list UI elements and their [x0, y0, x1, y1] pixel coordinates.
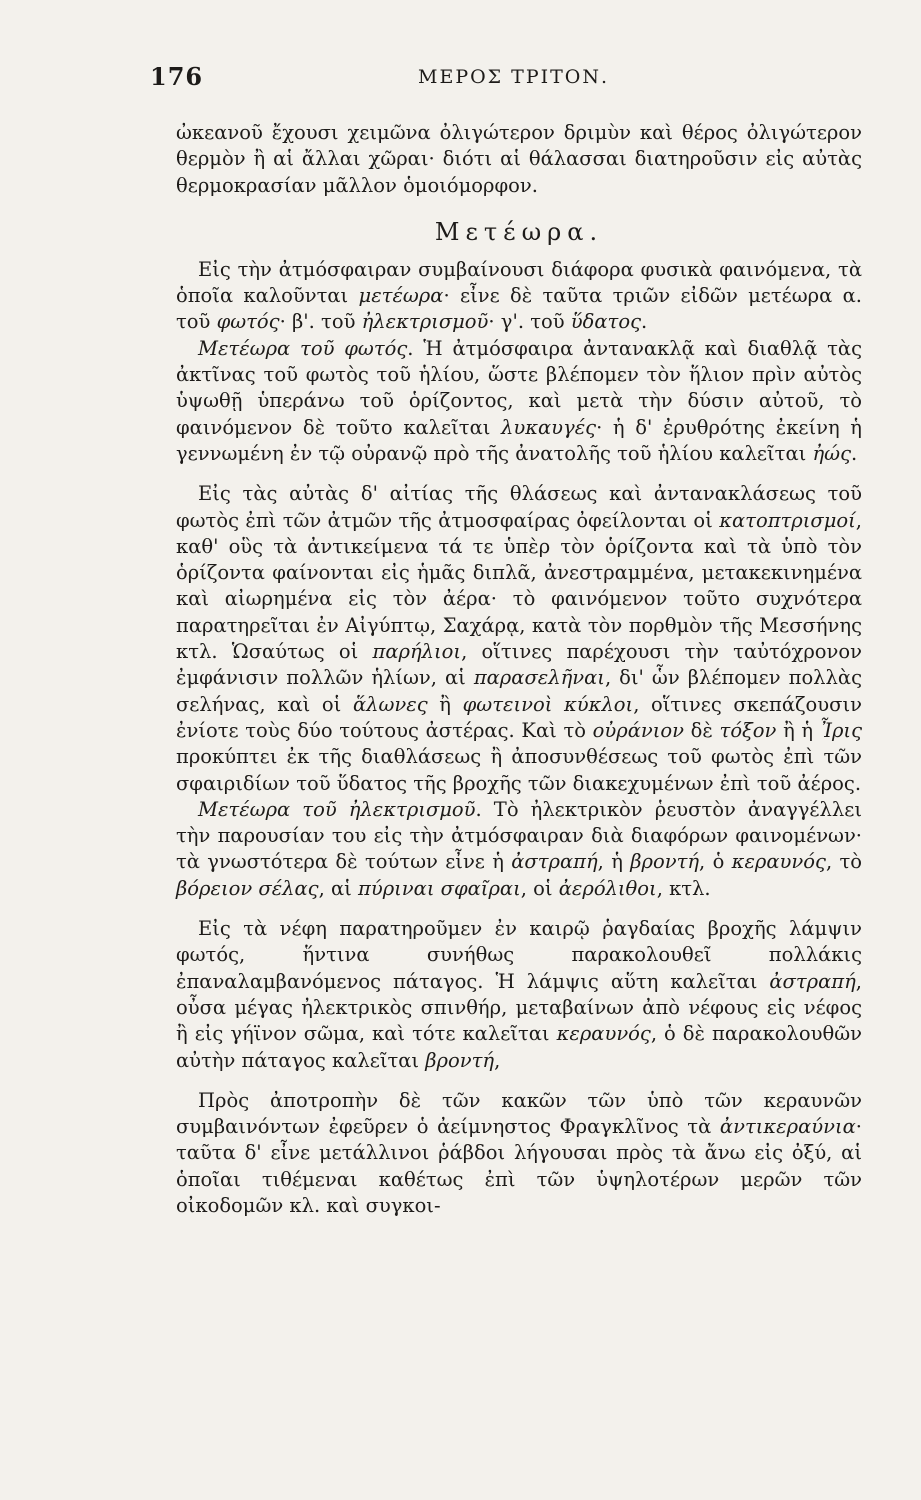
paragraph-ocean-climate: ὠκεανοῦ ἔχουσι χειμῶνα ὀλιγώτερον δριμὺν καὶ θέρος ὀλιγώτερον θερμὸν ἢ αἱ ἄλλαι χῶραι· διότι αἱ θάλασσαι διατηροῦσιν εἰς αὐτὰς θερμοκρασίαν μᾶλλον ὁμοιόμορφον.: [176, 121, 862, 197]
paragraph-light-meteora: Μετέωρα τοῦ φωτός. Ἡ ἀτμόσφαιρα ἀντανακλᾷ καὶ διαθλᾷ τὰς ἀκτῖνας τοῦ φωτὸς τοῦ ἡλίου, ὥστε βλέπομεν τὸν ἥλιον πρὶν αὐτὸς ὑψωθῇ ὑπεράνω τοῦ ὁρίζοντος, καὶ μετὰ τὴν δύσιν αὐτοῦ, τὸ φαινόμενον δὲ τοῦτο καλεῖται λυκαυγές· ἡ δ' ἐρυθρότης ἐκείνη ἡ γεννωμένη ἐν τῷ οὐρανῷ πρὸ τῆς ἀνατολῆς τοῦ ἡλίου καλεῖται ἠώς.: [176, 336, 862, 465]
page-header: [150, 62, 870, 96]
paragraph-mirages: Εἰς τὰς αὐτὰς δ' αἰτίας τῆς θλάσεως καὶ ἀντανακλάσεως τοῦ φωτὸς ἐπὶ τῶν ἀτμῶν τῆς ἀτμοσφαίρας ὀφείλονται οἱ κατοπτρισμοί, καθ' οὓς τὰ ἀντικείμενα τά τε ὑπὲρ τὸν ὁρίζοντα καὶ τὰ ὑπὸ τὸν ὁρίζοντα φαίνονται εἰς ἡμᾶς διπλᾶ, ἀνεστραμμένα, μετακεκινημένα καὶ αἰωρημένα εἰς τὸν ἀέρα· τὸ φαινόμενον τοῦτο συχνότερα παρατηρεῖται ἐν Αἰγύπτῳ, Σαχάρᾳ, κατὰ τὸν πορθμὸν τῆς Μεσσήνης κτλ. Ὡσαύτως οἱ παρήλιοι, οἵτινες παρέχουσι τὴν ταὐτόχρονον ἐμφάνισιν πολλῶν ἡλίων, αἱ παρασελῆναι, δι' ὧν βλέπομεν πολλὰς σελήνας, καὶ οἱ ἅλωνες ἢ φωτεινοὶ κύκλοι, οἵτινες σκεπάζουσιν ἐνίοτε τοὺς δύο τούτους ἀστέρας. Καὶ τὸ οὐράνιον δὲ τόξον ἢ ἡ Ἶρις προκύπτει ἐκ τῆς διαθλάσεως ἢ ἀποσυνθέσεως τοῦ φωτὸς ἐπὶ τῶν σφαιριδίων τοῦ ὕδατος τῆς βροχῆς τῶν διακεχυμένων ἐπὶ τοῦ ἀέρος.: [176, 482, 862, 795]
paragraph-lightning: Εἰς τὰ νέφη παρατηροῦμεν ἐν καιρῷ ῥαγδαίας βροχῆς λάμψιν φωτός, ἥντινα συνήθως παρακολουθεῖ πολλάκις ἐπαναλαμβανόμενος πάταγος. Ἡ λάμψις αὕτη καλεῖται ἀστραπή, οὖσα μέγας ἠλεκτρικὸς σπινθήρ, μεταβαίνων ἀπὸ νέφους εἰς νέφος ἢ εἰς γήϊνον σῶμα, καὶ τότε καλεῖται κεραυνός, ὁ δὲ παρακολουθῶν αὐτὴν πάταγος καλεῖται βροντή,: [176, 917, 862, 1072]
section-heading: Μετέωρα.: [434, 217, 604, 246]
paragraph-lightning-rods: Πρὸς ἀποτροπὴν δὲ τῶν κακῶν τῶν ὑπὸ τῶν κεραυνῶν συμβαινόντων ἐφεῦρεν ὁ ἀείμνηστος Φραγκλῖνος τὰ ἀντικεραύνια· ταῦτα δ' εἶνε μετάλλινοι ῥάβδοι λήγουσαι πρὸς τὰ ἄνω εἰς ὀξύ, αἱ ὁποῖαι τιθέμεναι καθέτως ἐπὶ τῶν ὑψηλοτέρων μερῶν τῶν οἰκοδομῶν κλ. καὶ συγκοι-: [176, 1088, 862, 1217]
running-title: ΜΕΡΟΣ ΤΡΙΤΟΝ.: [418, 66, 610, 88]
paragraph-electric-meteora: Μετέωρα τοῦ ἠλεκτρισμοῦ. Τὸ ἠλεκτρικὸν ῥευστὸν ἀναγγέλλει τὴν παρουσίαν του εἰς τὴν ἀτμόσφαιραν διὰ διαφόρων φαινομένων· τὰ γνωστότερα δὲ τούτων εἶνε ἡ ἀστραπή, ἡ βροντή, ὁ κεραυνός, τὸ βόρειον σέλας, αἱ πύριναι σφαῖραι, οἱ ἀερόλιθοι, κτλ.: [176, 797, 863, 900]
body-text: [176, 120, 862, 1219]
paragraph-meteora-intro: Εἰς τὴν ἀτμόσφαιραν συμβαίνουσι διάφορα φυσικὰ φαινόμενα, τὰ ὁποῖα καλοῦνται μετέωρα· εἶνε δὲ ταῦτα τριῶν εἰδῶν μετέωρα α. τοῦ φωτός· β'. τοῦ ἠλεκτρισμοῦ· γ'. τοῦ ὕδατος.: [176, 257, 862, 334]
page-number: 176: [150, 62, 204, 91]
